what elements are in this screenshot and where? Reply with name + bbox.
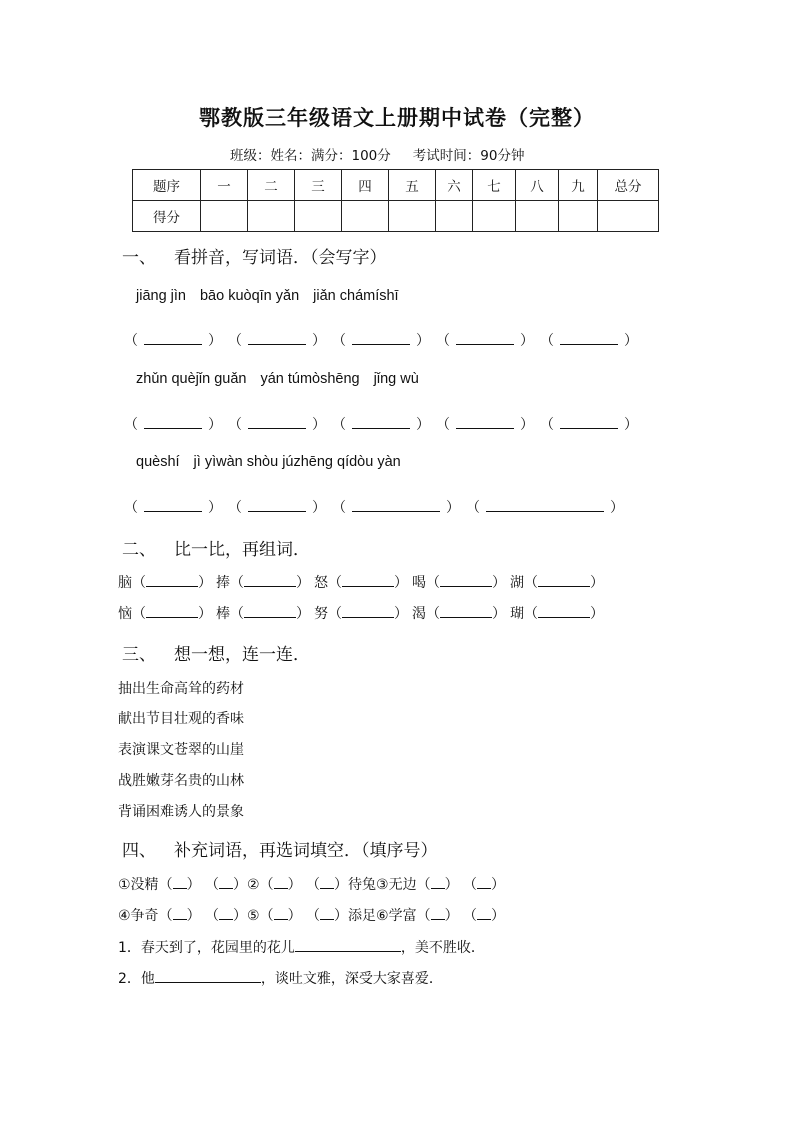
compare-row-2: 恼（ ） 棒（ ） 努（ ） 渴（ ） 瑚（ ） bbox=[118, 606, 604, 622]
answer-blanks-row-3[interactable]: （ ） （ ） （ ） （ ） bbox=[124, 497, 630, 517]
answer-blank[interactable] bbox=[244, 604, 296, 618]
section-2-heading: 二、 比一比，再组词． bbox=[122, 540, 310, 560]
exam-info-time: 考试时间：90分钟 bbox=[412, 148, 525, 164]
idiom-row-1: ①没精（ ） （ ）②（ ） （ ）待兔③无边（ ） （ ） bbox=[118, 877, 506, 893]
score-table-score-row bbox=[133, 201, 659, 232]
answer-blank[interactable] bbox=[173, 907, 187, 920]
answer-blank[interactable] bbox=[320, 876, 334, 889]
answer-blank[interactable] bbox=[440, 604, 492, 618]
answer-blank[interactable] bbox=[274, 907, 288, 920]
score-cell: 题序 bbox=[133, 170, 201, 201]
compare-char: 湖 bbox=[510, 575, 524, 591]
compare-char: 怒 bbox=[314, 575, 328, 591]
match-line: 抽出生命高耸的药材 bbox=[118, 681, 244, 697]
compare-char: 棒 bbox=[216, 606, 230, 622]
score-input-cell[interactable] bbox=[473, 201, 516, 232]
answer-blank[interactable] bbox=[538, 604, 590, 618]
answer-blank[interactable] bbox=[155, 970, 261, 983]
section-1-heading: 一、 看拼音，写词语．（会写字） bbox=[122, 248, 387, 268]
match-line: 献出节目壮观的香味 bbox=[118, 711, 244, 727]
score-table bbox=[132, 169, 659, 232]
compare-row-1: 脑（ ） 捧（ ） 怒（ ） 喝（ ） 湖（ ） bbox=[118, 575, 604, 591]
match-line: 战胜嫩芽名贵的山林 bbox=[118, 773, 244, 789]
answer-blank[interactable] bbox=[538, 573, 590, 587]
compare-char: 喝 bbox=[412, 575, 426, 591]
answer-blanks-row-1[interactable]: （ ） （ ） （ ） （ ） （ ） bbox=[124, 330, 644, 350]
section-4-heading: 四、 补充词语，再选词填空．（填序号） bbox=[122, 841, 438, 861]
score-input-cell[interactable] bbox=[342, 201, 389, 232]
score-input-cell[interactable] bbox=[436, 201, 473, 232]
score-input-cell[interactable] bbox=[248, 201, 295, 232]
answer-blank[interactable] bbox=[295, 939, 401, 952]
score-cell: 二 bbox=[248, 170, 295, 201]
score-input-cell[interactable] bbox=[559, 201, 598, 232]
answer-blank[interactable] bbox=[146, 604, 198, 618]
score-cell: 一 bbox=[201, 170, 248, 201]
answer-blank[interactable] bbox=[431, 907, 445, 920]
answer-blank[interactable] bbox=[173, 876, 187, 889]
compare-char: 恼 bbox=[118, 606, 132, 622]
score-label-cell: 得分 bbox=[133, 201, 201, 232]
score-cell: 三 bbox=[295, 170, 342, 201]
answer-blank[interactable] bbox=[219, 907, 233, 920]
compare-char: 脑 bbox=[118, 575, 132, 591]
match-line: 表演课文苍翠的山崖 bbox=[118, 742, 244, 758]
exam-info-class: 班级：姓名：满分：100分 bbox=[230, 148, 391, 164]
fill-question-2: 2．他 ，谈吐文雅，深受大家喜爱． bbox=[118, 971, 443, 987]
score-input-cell[interactable] bbox=[295, 201, 342, 232]
answer-blank[interactable] bbox=[431, 876, 445, 889]
answer-blank[interactable] bbox=[274, 876, 288, 889]
score-table-header-row bbox=[133, 170, 659, 201]
score-cell: 五 bbox=[389, 170, 436, 201]
exam-info bbox=[230, 144, 524, 164]
score-input-cell[interactable] bbox=[598, 201, 659, 232]
score-cell: 八 bbox=[516, 170, 559, 201]
idiom-row-2: ④争奇（ ） （ ）⑤（ ） （ ）添足⑥学富（ ） （ ） bbox=[118, 908, 506, 924]
answer-blank[interactable] bbox=[477, 907, 491, 920]
score-input-cell[interactable] bbox=[201, 201, 248, 232]
answer-blank[interactable] bbox=[244, 573, 296, 587]
answer-blank[interactable] bbox=[146, 573, 198, 587]
section-3-heading: 三、 想一想，连一连． bbox=[122, 645, 310, 665]
answer-blank[interactable] bbox=[320, 907, 334, 920]
fill-question-1: 1．春天到了，花园里的花儿 ，美不胜收． bbox=[118, 940, 485, 956]
score-cell: 七 bbox=[473, 170, 516, 201]
answer-blank[interactable] bbox=[219, 876, 233, 889]
pinyin-row-2: zhǔn quèjǐn guǎn yán túmòshēng jǐng wù bbox=[136, 371, 419, 387]
score-cell: 六 bbox=[436, 170, 473, 201]
score-cell: 总分 bbox=[598, 170, 659, 201]
pinyin-row-3: quèshí jì yìwàn shòu júzhēng qídòu yàn bbox=[136, 454, 401, 470]
answer-blank[interactable] bbox=[342, 604, 394, 618]
pinyin-row-1: jiāng jìn bāo kuòqīn yǎn jiǎn chámíshī bbox=[136, 288, 399, 304]
match-line: 背诵困难诱人的景象 bbox=[118, 804, 244, 820]
answer-blank[interactable] bbox=[477, 876, 491, 889]
score-cell: 四 bbox=[342, 170, 389, 201]
page-title: 鄂教版三年级语文上册期中试卷（完整） bbox=[199, 105, 595, 130]
answer-blank[interactable] bbox=[342, 573, 394, 587]
compare-char: 瑚 bbox=[510, 606, 524, 622]
answer-blank[interactable] bbox=[440, 573, 492, 587]
score-input-cell[interactable] bbox=[516, 201, 559, 232]
compare-char: 捧 bbox=[216, 575, 230, 591]
answer-blanks-row-2[interactable]: （ ） （ ） （ ） （ ） （ ） bbox=[124, 414, 644, 434]
score-input-cell[interactable] bbox=[389, 201, 436, 232]
score-cell: 九 bbox=[559, 170, 598, 201]
compare-char: 渴 bbox=[412, 606, 426, 622]
compare-char: 努 bbox=[314, 606, 328, 622]
